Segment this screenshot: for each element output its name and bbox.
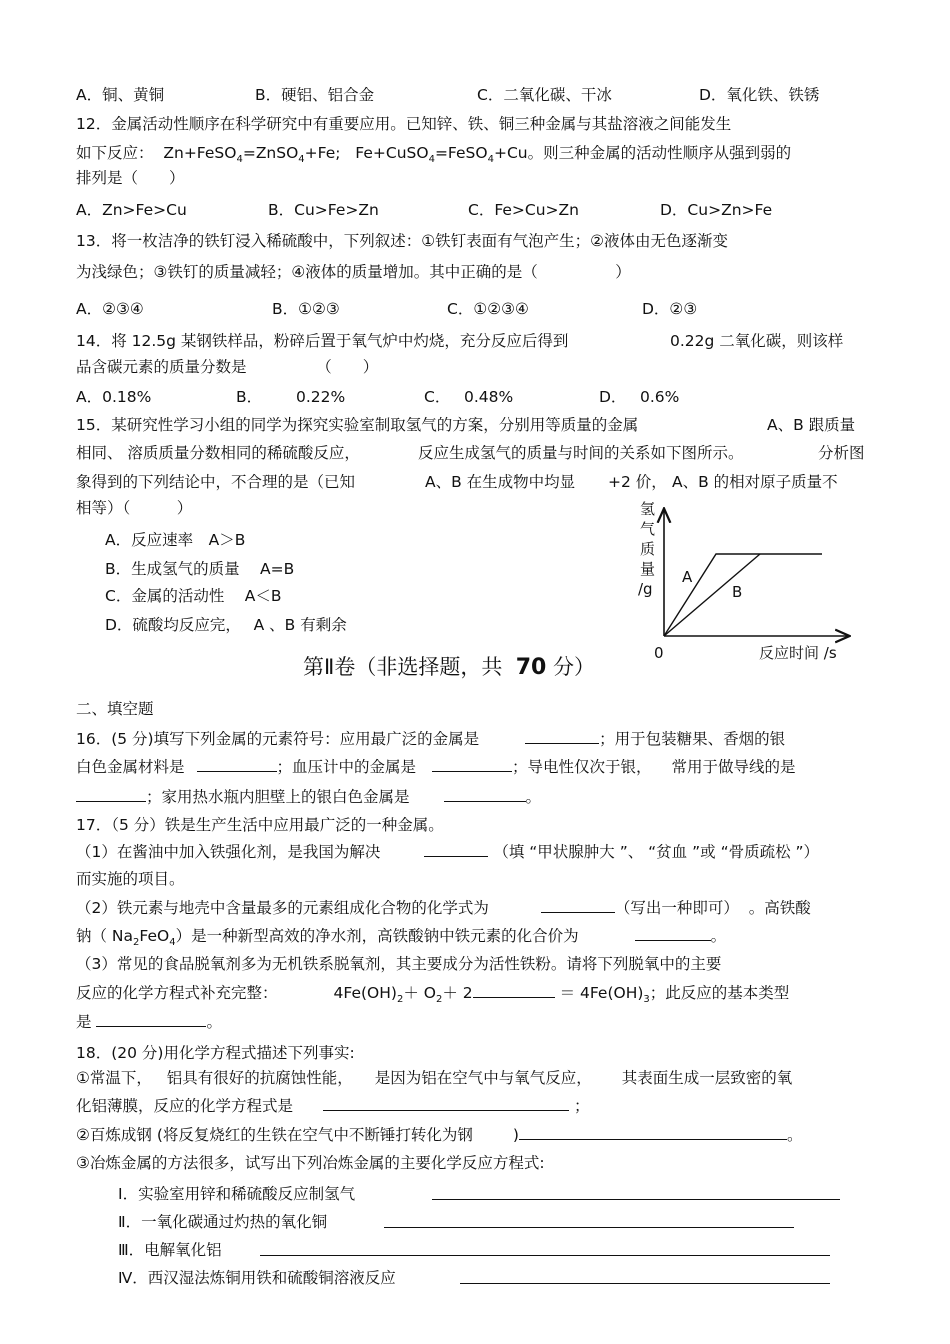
- q15-line2b: 反应生成氢气的质量与时间的关系如下图所示。: [418, 444, 744, 462]
- q15-option-a: A．反应速率 A＞B: [105, 531, 246, 549]
- q18-item-1: Ⅰ．实验室用锌和稀硫酸反应制氢气: [118, 1185, 356, 1203]
- q13-line1: 13．将一枚洁净的铁钉浸入稀硫酸中，下列叙述：①铁钉表面有气泡产生；②液体由无色逐渐变: [76, 232, 729, 250]
- q12-option-b: B．Cu>Fe>Zn: [268, 201, 379, 219]
- q15-line4: 相等）（ ）: [76, 499, 193, 517]
- q15-line3c: +2 价，: [608, 473, 667, 491]
- q18-item-2-blank: [384, 1213, 794, 1228]
- q11-option-d: D．氧化铁、铁锈: [699, 86, 820, 104]
- q17-line7: 反应的化学方程式补充完整： $4Fe(OH)_2+ O_2+ 2 = 4Fe(OH)_3$；此反应的基本类型: [76, 984, 790, 1006]
- q14-line1a: 14．将 12.5g 某钢铁样品，粉碎后置于氧气炉中灼烧，充分反应后得到: [76, 332, 569, 350]
- q11-option-b: B．硬铝、铝合金: [255, 86, 375, 104]
- q14-option-d-value: 0.6%: [640, 388, 680, 406]
- q14-option-b-letter: B．: [236, 388, 263, 406]
- y-label-1: 氢: [640, 500, 656, 518]
- q14-line2: 品含碳元素的质量分数是 （ ）: [76, 358, 379, 376]
- q15-line1a: 15．某研究性学习小组的同学为探究实验室制取氢气的方案，分别用等质量的金属: [76, 416, 639, 434]
- q17-line3: 而实施的项目。: [76, 870, 185, 888]
- q14-option-b-value: 0.22%: [296, 388, 346, 406]
- part2-heading: 二、填空题: [76, 700, 154, 718]
- q15-line2a: 相同、 溶质质量分数相同的稀硫酸反应，: [76, 444, 360, 462]
- q15-line2c: 分析图: [818, 444, 865, 462]
- q12-option-a: A．Zn>Fe>Cu: [76, 201, 187, 219]
- q18-line5: ③冶炼金属的方法很多，试写出下列冶炼金属的主要化学反应方程式:: [76, 1154, 545, 1172]
- q18-line3: 化铝薄膜，反应的化学方程式是 ；: [76, 1097, 590, 1115]
- q18-line2: ①常温下， 铝具有很好的抗腐蚀性能， 是因为铝在空气中与氧气反应， 其表面生成一层致密的氧: [76, 1069, 793, 1087]
- q17-line2: （1）在酱油中加入铁强化剂，是我国为解决 （填 “甲状腺肿大 ”、 “贫血 ”或 “骨质疏松 ”）: [76, 843, 820, 861]
- y-label-2: 气: [640, 520, 656, 538]
- q18-line4: ②百炼成钢 (将反复烧红的生铁在空气中不断锤打转化为钢 ) 。: [76, 1126, 803, 1144]
- q12-option-c: C．Fe>Cu>Zn: [468, 201, 579, 219]
- q15-line3d: A、B 的相对原子质量不: [672, 473, 838, 491]
- hydrogen-mass-graph: [630, 496, 860, 671]
- q17-line5: 钠（ $Na_2FeO_4$）是一种新型高效的净水剂，高铁酸钠中铁元素的化合价为 。: [76, 927, 727, 949]
- q16-line1: 16．(5 分)填写下列金属的元素符号：应用最广泛的金属是 ；用于包装糖果、香烟的银: [76, 730, 786, 748]
- q15-line3a: 象得到的下列结论中，不合理的是（已知: [76, 473, 356, 491]
- q12-line2: 如下反应： Zn+FeSO$_4$=ZnSO$_4$+Fe; Fe+CuSO$_4$=FeSO$_4$+Cu。则三种金属的活动性顺序从强到弱的: [76, 144, 792, 166]
- x-axis-label: 反应时间 /s: [759, 644, 837, 662]
- q13-line2: 为浅绿色；③铁钉的质量减轻；④液体的质量增加。其中正确的是（ ）: [76, 263, 631, 281]
- q15-option-c: C．金属的活动性 A＜B: [105, 587, 282, 605]
- series-b-label: B: [732, 583, 743, 601]
- q18-line1: 18．(20 分)用化学方程式描述下列事实:: [76, 1044, 355, 1062]
- curve-a: [664, 554, 822, 636]
- q18-item-4-blank: [460, 1269, 830, 1284]
- q14-option-d-letter: D．: [599, 388, 627, 406]
- q17-line6: （3）常见的食品脱氧剂多为无机铁系脱氧剂，其主要成分为活性铁粉。请将下列脱氧中的主要: [76, 955, 722, 973]
- q13-option-d: D．②③: [642, 300, 698, 318]
- q15-option-d: D．硫酸均反应完， A 、B 有剩余: [105, 616, 347, 634]
- q15-option-b: B．生成氢气的质量 A=B: [105, 560, 295, 578]
- q14-line1b: 0.22g 二氧化碳，则该样: [670, 332, 844, 350]
- origin-label: 0: [654, 644, 664, 662]
- curve-b: [664, 554, 760, 636]
- q12-option-d: D．Cu>Zn>Fe: [660, 201, 773, 219]
- q13-option-a: A．②③④: [76, 300, 144, 318]
- series-a-label: A: [682, 568, 693, 586]
- q14-option-c-value: 0.48%: [464, 388, 514, 406]
- q16-line3: ；家用热水瓶内胆壁上的银白色金属是 。: [76, 787, 541, 807]
- q18-item-2: Ⅱ．一氧化碳通过灼热的氧化铜: [118, 1213, 328, 1231]
- q17-line1: 17．（5 分）铁是生产生活中应用最广泛的一种金属。: [76, 816, 444, 834]
- section-title: 第Ⅱ卷（非选择题，共 70 分）: [303, 655, 596, 680]
- q13-option-b: B．①②③: [272, 300, 340, 318]
- y-label-5: /g: [638, 580, 653, 598]
- q15-line3b: A、B 在生成物中均显: [425, 473, 576, 491]
- q11-option-a: A．铜、黄铜: [76, 86, 165, 104]
- q15-line1b: A、B 跟质量: [767, 416, 856, 434]
- q17-line4: （2）铁元素与地壳中含量最多的元素组成化合物的化学式为 （写出一种即可） 。高铁酸: [76, 899, 811, 917]
- y-label-4: 量: [640, 560, 656, 578]
- q14-option-a: A．0.18%: [76, 388, 152, 406]
- q18-item-3: Ⅲ．电解氧化铝: [118, 1241, 222, 1259]
- q16-line2: 白色金属材料是 ；血压计中的金属是 ；导电性仅次于银， 常用于做导线的是: [76, 758, 796, 776]
- q18-item-4: Ⅳ．西汉湿法炼铜用铁和硫酸铜溶液反应: [118, 1269, 396, 1287]
- q13-option-c: C．①②③④: [447, 300, 529, 318]
- q14-option-c-letter: C．: [424, 388, 451, 406]
- q18-item-3-blank: [260, 1241, 830, 1256]
- q11-option-c: C．二氧化碳、干冰: [477, 86, 612, 104]
- q12-line1: 12．金属活动性顺序在科学研究中有重要应用。已知锌、铁、铜三种金属与其盐溶液之间能发生: [76, 115, 732, 133]
- q17-line8: 是 。: [76, 1013, 222, 1031]
- q18-item-1-blank: [432, 1185, 840, 1200]
- q12-line3: 排列是（ ）: [76, 169, 185, 187]
- y-label-3: 质: [640, 540, 656, 558]
